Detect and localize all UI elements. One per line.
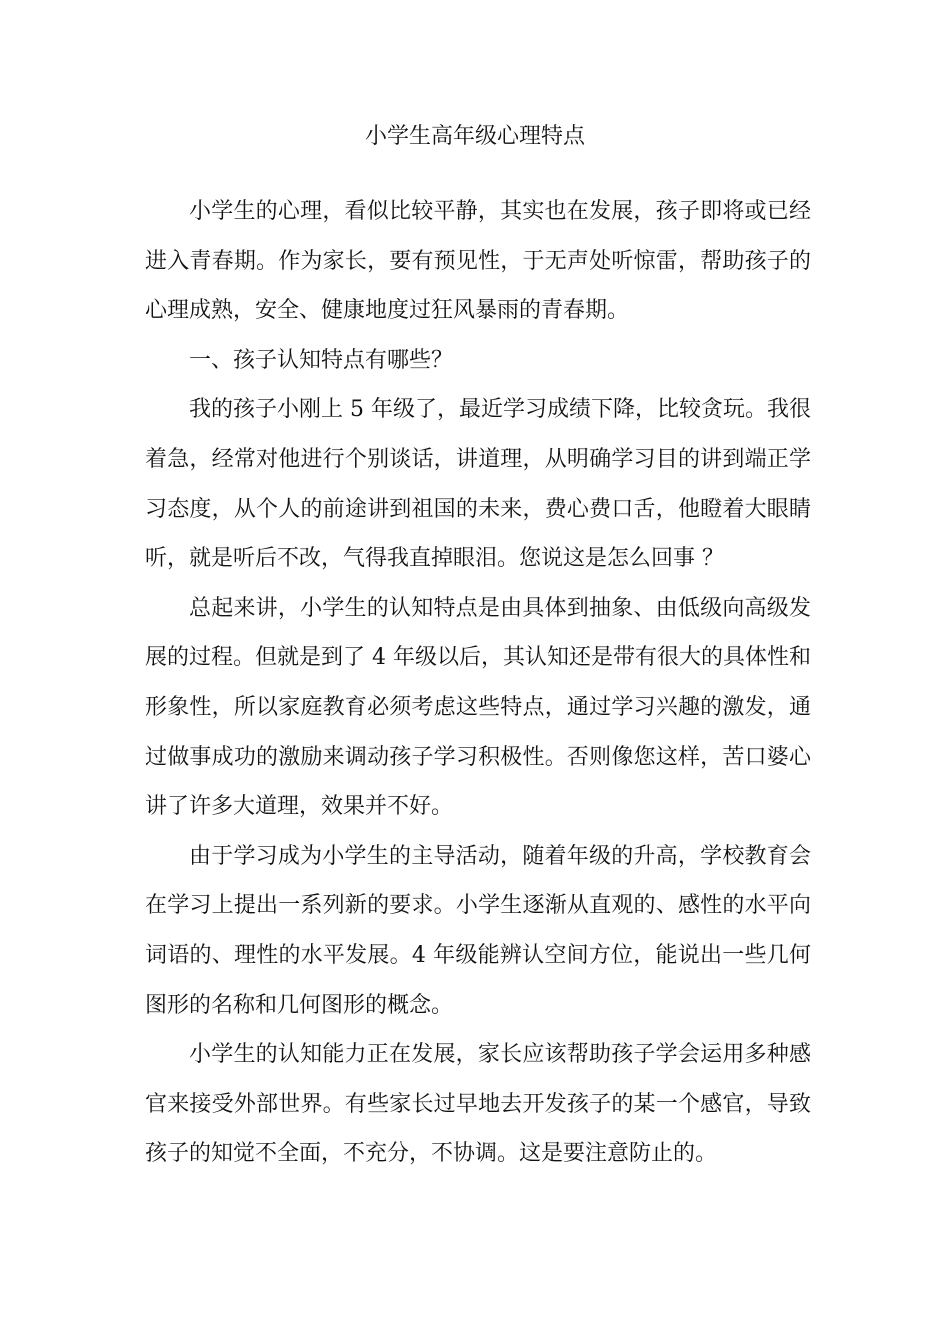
document-body xyxy=(145,187,811,1179)
paragraph-cognitive-overview: 总起来讲，小学生的认知特点是由具体到抽象、由低级向高级发展的过程。但就是到了 4 年级以后，其认知还是带有很大的具体性和形象性，所以家庭教育必须考虑这些特点，通过学习兴趣的激发，通过做事成功的激励来调动孩子学习积极性。否则像您这样，苦口婆心讲了许多大道理，效果并不好。 xyxy=(145,595,811,820)
document-title: 小学生高年级心理特点 xyxy=(364,124,585,149)
paragraph-learning-development: 由于学习成为小学生的主导活动，随着年级的升高，学校教育会在学习上提出一系列新的要求。小学生逐渐从直观的、感性的水平向词语的、理性的水平发展。4 年级能辨认空间方位，能说出一些几何图形的名称和几何图形的概念。 xyxy=(145,843,811,1018)
paragraph-intro: 小学生的心理，看似比较平静，其实也在发展，孩子即将或已经进入青春期。作为家长，要有预见性，于无声处听惊雷，帮助孩子的心理成熟，安全、健康地度过狂风暴雨的青春期。 xyxy=(145,199,811,324)
section-heading: 一、孩子认知特点有哪些？ xyxy=(189,347,454,373)
paragraph-parent-question: 我的孩子小刚上 5 年级了，最近学习成绩下降，比较贪玩。我很着急，经常对他进行个别谈话，讲道理，从明确学习目的讲到端正学习态度，从个人的前途讲到祖国的未来，费心费口舌，他瞪着大眼睛听，就是听后不改，气得我直掉眼泪。您说这是怎么回事 ？ xyxy=(145,397,811,572)
paragraph-senses-advice: 小学生的认知能力正在发展，家长应该帮助孩子学会运用多种感官来接受外部世界。有些家长过早地去开发孩子的某一个感官，导致孩子的知觉不全面，不充分，不协调。这是要注意防止的。 xyxy=(145,1042,811,1167)
